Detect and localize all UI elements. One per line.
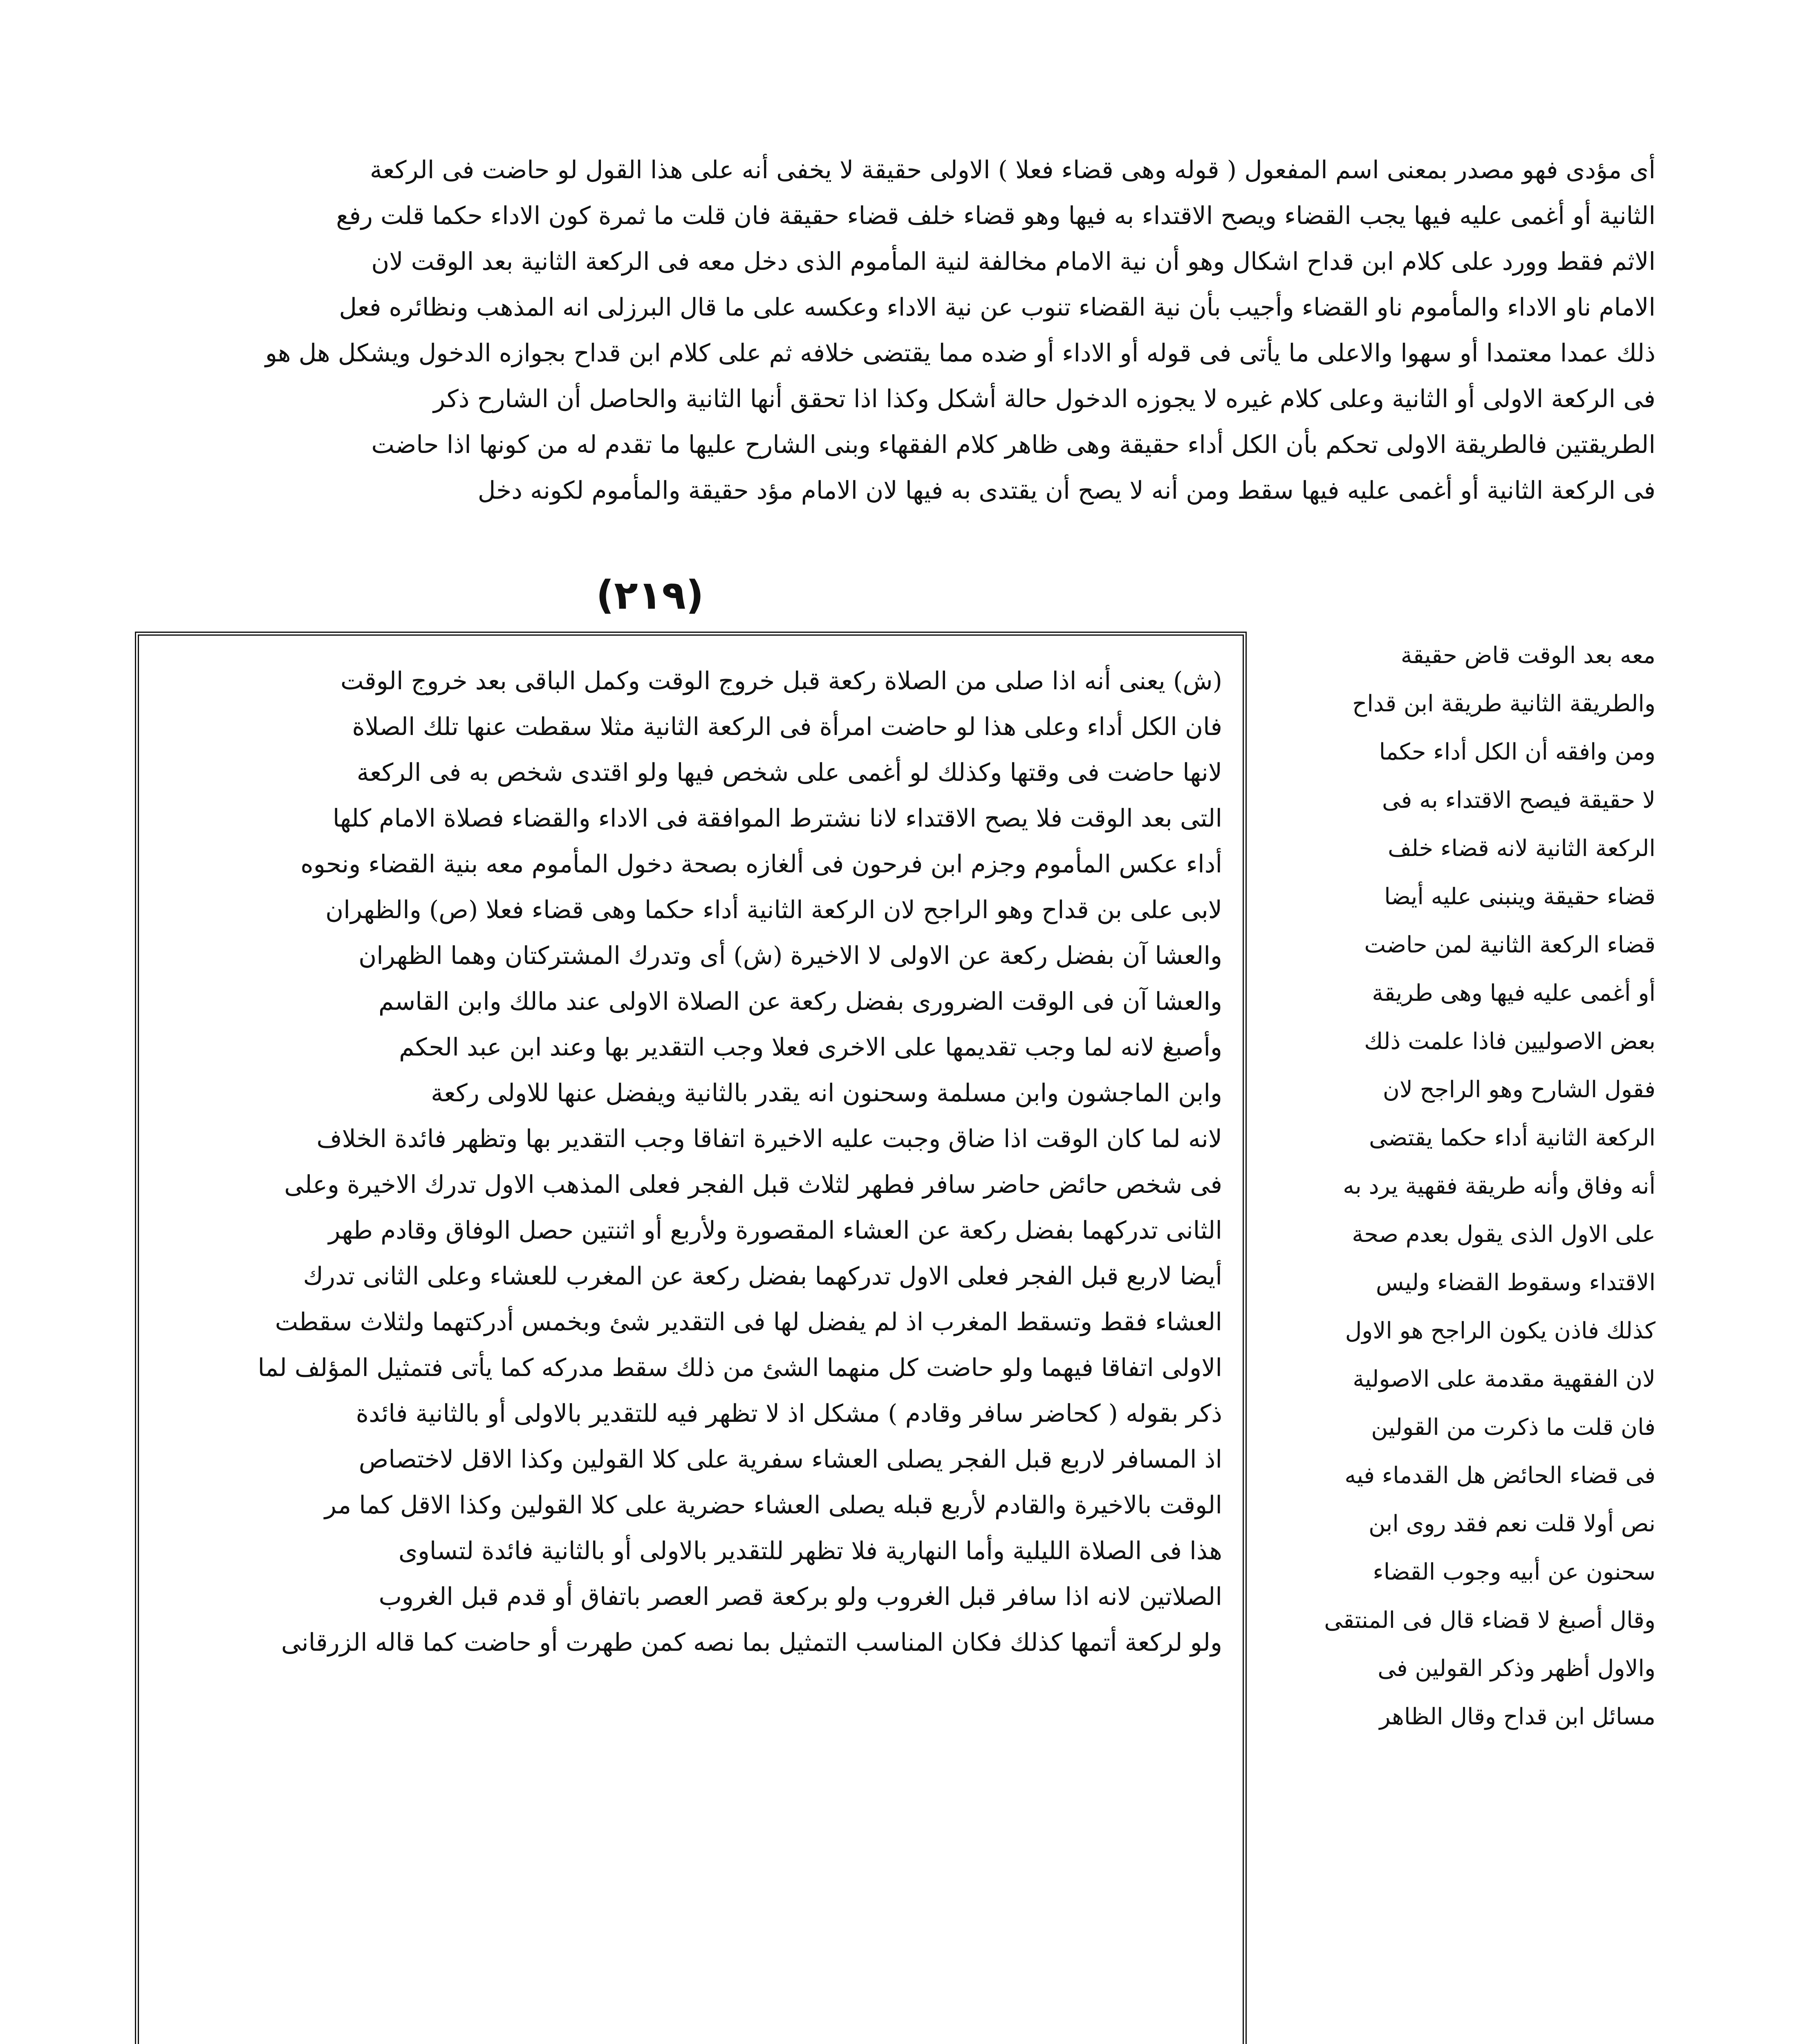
main-line: والعشا آن فى الوقت الضرورى بفضل ركعة عن الصلاة الاولى عند مالك وابن القاسم: [378, 987, 1222, 1016]
margin-line: قضاء الركعة الثانية لمن حاضت: [1364, 932, 1655, 958]
main-line: لابى على بن قداح وهو الراجح لان الركعة الثانية أداء حكما وهى قضاء فعلا (ص) والظهران: [325, 896, 1222, 924]
main-line: (ش) يعنى أنه اذا صلى من الصلاة ركعة قبل خروج الوقت وكمل الباقى بعد خروج الوقت: [341, 667, 1222, 695]
top-line: فى الركعة الاولى أو الثانية وعلى كلام غيره لا يجوزه الدخول حالة أشكل وكذا اذا تحقق أنها الثانية والحاصل أن الشارح ذكر: [433, 385, 1655, 413]
main-line: فى شخص حائض حاضر سافر فطهر لثلاث قبل الفجر فعلى المذهب الاول تدرك الاخيرة وعلى: [284, 1170, 1222, 1199]
margin-line: الركعة الثانية لانه قضاء خلف: [1388, 835, 1655, 862]
main-line: الثانى تدركهما بفضل ركعة عن العشاء المقصورة ولأربع أو اثنتين حصل الوفاق وقادم طهر: [328, 1216, 1222, 1245]
margin-line: قضاء حقيقة وينبنى عليه أيضا: [1384, 883, 1655, 910]
margin-line: مسائل ابن قداح وقال الظاهر: [1379, 1703, 1655, 1730]
margin-line: الركعة الثانية أداء حكما يقتضى: [1369, 1125, 1655, 1151]
top-line: ذلك عمدا معتمدا أو سهوا والاعلى ما يأتى فى قوله أو الاداء أو ضده مما يقتضى خلافه ثم على كلام ابن قداح بجوازه الدخول ويشكل هل هو: [265, 339, 1655, 368]
top-line: فى الركعة الثانية أو أغمى عليه فيها سقط ومن أنه لا يصح أن يقتدى به فيها لان الامام مؤد حقيقة والمأموم لكونه دخل: [477, 476, 1655, 505]
margin-line: وقال أصبغ لا قضاء قال فى المنتقى: [1324, 1607, 1655, 1634]
top-line: أى مؤدى فهو مصدر بمعنى اسم المفعول ( قوله وهى قضاء فعلا ) الاولى حقيقة لا يخفى أنه على هذا القول لو حاضت فى الركعة: [370, 156, 1655, 184]
main-line: وأصبغ لانه لما وجب تقديمها على الاخرى فعلا وجب التقدير بها وعند ابن عبد الحكم: [399, 1033, 1222, 1062]
margin-line: معه بعد الوقت قاض حقيقة: [1400, 642, 1655, 669]
margin-line: نص أولا قلت نعم فقد روى ابن: [1369, 1511, 1655, 1537]
margin-line: ومن وافقه أن الكل أداء حكما: [1379, 739, 1655, 765]
margin-line: الاقتداء وسقوط القضاء وليس: [1375, 1269, 1655, 1296]
top-commentary-block: [135, 147, 1655, 513]
main-line: هذا فى الصلاة الليلية وأما النهارية فلا تظهر للتقدير بالاولى أو بالثانية فائدة لتساوى: [398, 1537, 1222, 1565]
main-line: التى بعد الوقت فلا يصح الاقتداء لانا نشترط الموافقة فى الاداء والقضاء فصلاة الامام كلها: [332, 804, 1222, 833]
margin-line: على الاول الذى يقول بعدم صحة: [1352, 1221, 1655, 1248]
margin-commentary-column: [1271, 632, 1655, 1741]
margin-line: أو أغمى عليه فيها وهى طريقة: [1372, 980, 1655, 1006]
margin-line: بعض الاصوليين فاذا علمت ذلك: [1364, 1028, 1655, 1055]
main-line: الاولى اتفاقا فيهما ولو حاضت كل منهما الشئ من ذلك سقط مدركه كما يأتى فتمثيل المؤلف لما: [258, 1354, 1222, 1382]
top-line: الثانية أو أغمى عليه فيها يجب القضاء ويصح الاقتداء به فيها وهو قضاء خلف قضاء حقيقة فان قلت ما ثمرة كون الاداء حكما قلت رفع: [336, 202, 1655, 230]
main-line: وابن الماجشون وابن مسلمة وسحنون انه يقدر بالثانية ويفضل عنها للاولى ركعة: [431, 1079, 1222, 1107]
margin-line: لا حقيقة فيصح الاقتداء به فى: [1382, 787, 1655, 814]
main-line: لانه لما كان الوقت اذا ضاق وجبت عليه الاخيرة اتفاقا وجب التقدير بها وتظهر فائدة الخلاف: [316, 1125, 1222, 1153]
main-line: فان الكل أداء وعلى هذا لو حاضت امرأة فى الركعة الثانية مثلا سقطت عنها تلك الصلاة: [352, 713, 1222, 741]
main-line: الوقت بالاخيرة والقادم لأربع قبله يصلى العشاء حضرية على كلا القولين وكذا الاقل كما مر: [324, 1491, 1222, 1520]
margin-line: أنه وفاق وأنه طريقة فقهية يرد به: [1343, 1173, 1655, 1199]
main-line: والعشا آن بفضل ركعة عن الاولى لا الاخيرة (ش) أى وتدرك المشتركتان وهما الظهران: [358, 941, 1222, 970]
main-line: اذ المسافر لاربع قبل الفجر يصلى العشاء سفرية على كلا القولين وكذا الاقل لاختصاص: [358, 1445, 1222, 1474]
main-line: ولو لركعة أتمها كذلك فكان المناسب التمثيل بما نصه كمن طهرت أو حاضت كما قاله الزرقانى: [281, 1628, 1222, 1657]
margin-line: كذلك فاذن يكون الراجح هو الاول: [1345, 1318, 1655, 1344]
main-line: أداء عكس المأموم وجزم ابن فرحون فى ألغازه بصحة دخول المأموم معه بنية القضاء ونحوه: [300, 850, 1222, 879]
main-commentary-block: [159, 658, 1222, 1665]
margin-line: لان الفقهية مقدمة على الاصولية: [1353, 1366, 1655, 1392]
top-line: الاثم فقط وورد على كلام ابن قداح اشكال وهو أن نية الامام مخالفة لنية المأموم الذى دخل معه فى الركعة الثانية بعد الوقت لان: [371, 247, 1655, 276]
top-line: الامام ناو الاداء والمأموم ناو القضاء وأجيب بأن نية القضاء تنوب عن نية الاداء وعكسه على ما قال البرزلى انه المذهب ونظائره فعل: [339, 293, 1655, 322]
main-line: ذكر بقوله ( كحاضر سافر وقادم ) مشكل اذ لا تظهر فيه للتقدير بالاولى أو بالثانية فائدة: [356, 1399, 1222, 1428]
margin-line: سحنون عن أبيه وجوب القضاء: [1373, 1559, 1655, 1585]
main-line: أيضا لاربع قبل الفجر فعلى الاول تدركهما بفضل ركعة عن المغرب للعشاء وعلى الثانى تدرك: [303, 1262, 1222, 1291]
margin-line: فان قلت ما ذكرت من القولين: [1371, 1414, 1655, 1441]
page-number: (٢١٩): [596, 572, 704, 618]
margin-line: والاول أظهر وذكر القولين فى: [1378, 1655, 1655, 1682]
margin-line: فى قضاء الحائض هل القدماء فيه: [1344, 1462, 1655, 1489]
main-line: الصلاتين لانه اذا سافر قبل الغروب ولو بركعة قصر العصر باتفاق أو قدم قبل الغروب: [379, 1582, 1222, 1611]
margin-line: والطريقة الثانية طريقة ابن قداح: [1352, 690, 1655, 717]
main-line: لانها حاضت فى وقتها وكذلك لو أغمى على شخص فيها ولو اقتدى شخص به فى الركعة: [356, 758, 1222, 787]
main-line: العشاء فقط وتسقط المغرب اذ لم يفضل لها فى التقدير شئ وبخمس أدركتهما ولثلاث سقطت: [275, 1308, 1222, 1336]
margin-line: فقول الشارح وهو الراجح لان: [1382, 1076, 1655, 1103]
top-line: الطريقتين فالطريقة الاولى تحكم بأن الكل أداء حقيقة وهى ظاهر كلام الفقهاء وبنى الشارح عليها ما تقدم له من كونها اذا حاضت: [371, 430, 1655, 459]
